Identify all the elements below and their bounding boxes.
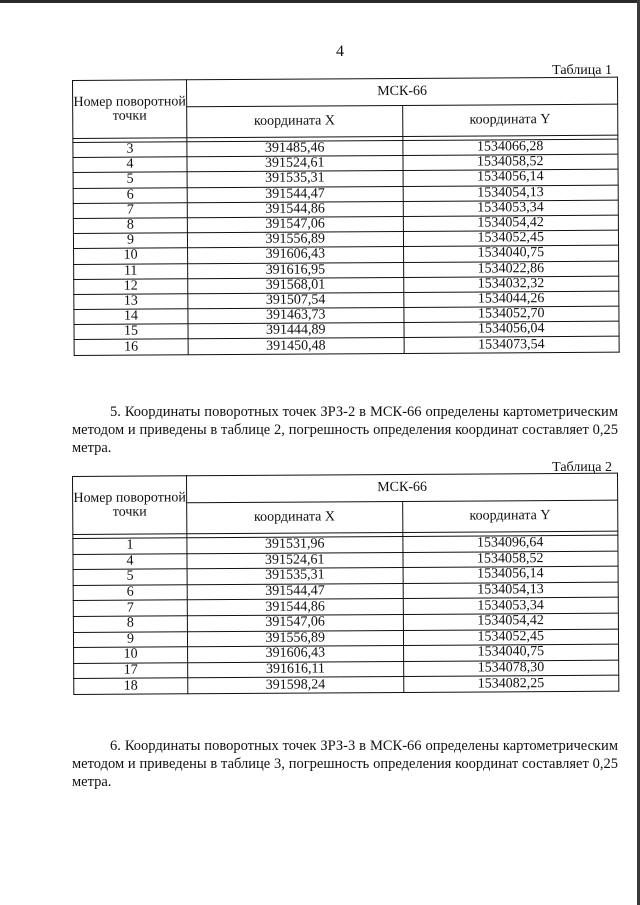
coord-x-cell: 391556,89 [187,630,403,647]
coord-x-cell: 391556,89 [187,232,403,249]
point-number-cell: 1 [73,538,187,554]
table2-header-system: МСК-66 [187,473,618,503]
page-number: 4 [336,43,344,60]
table2-header-x: координата X [187,501,403,533]
coord-x-cell: 391463,73 [188,308,404,325]
coord-y-cell: 1534066,28 [402,139,618,156]
table1-body [73,135,619,355]
point-number-cell: 14 [74,309,188,325]
coord-y-cell: 1534056,14 [403,170,619,187]
coord-y-cell: 1534053,34 [403,200,619,217]
table1-header-num: Номер поворотной точки [73,80,187,139]
table1-header-x: координата X [187,105,403,137]
coord-x-cell: 391450,48 [188,338,404,355]
point-number-cell: 11 [74,263,188,279]
point-number-cell: 7 [73,600,187,616]
table1-caption: Таблица 1 [552,63,612,78]
table2 [72,473,619,695]
point-number-cell: 7 [73,203,187,219]
coord-x-cell: 391568,01 [188,277,404,294]
table1-header-y: координата Y [402,104,618,136]
point-number-cell: 13 [74,294,188,310]
point-number-cell: 10 [74,647,188,663]
coord-y-cell: 1534053,34 [403,598,619,615]
coord-x-cell: 391547,06 [187,614,403,631]
coord-y-cell: 1534078,30 [403,660,619,677]
point-number-cell: 18 [74,678,188,694]
coord-x-cell: 391544,47 [187,186,403,203]
table2-header-num: Номер поворотной точки [73,476,187,535]
table2-caption: Таблица 2 [552,460,612,475]
table2-body [73,531,619,694]
point-number-cell: 3 [73,142,187,158]
coord-x-cell: 391616,11 [188,661,404,678]
point-number-cell: 15 [74,324,188,340]
coord-y-cell: 1534058,52 [402,154,618,171]
coord-x-cell: 391544,47 [187,583,403,600]
point-number-cell: 4 [73,553,187,569]
coord-y-cell: 1534054,13 [403,185,619,202]
point-number-cell: 16 [74,339,188,355]
point-number-cell: 17 [74,663,188,679]
coord-y-cell: 1534054,42 [403,613,619,630]
coord-x-cell: 391544,86 [187,599,403,616]
coord-y-cell: 1534056,04 [403,321,619,338]
coord-y-cell: 1534044,26 [403,291,619,308]
coord-y-cell: 1534073,54 [404,337,620,354]
coord-x-cell: 391485,46 [187,140,403,157]
paragraph-5 [72,403,618,457]
point-number-cell: 8 [73,218,187,234]
coord-x-cell: 391616,95 [188,262,404,279]
coord-y-cell: 1534054,42 [403,215,619,232]
table-row [74,676,619,695]
coord-x-cell: 391547,06 [187,216,403,233]
coord-y-cell: 1534058,52 [402,551,618,568]
coord-y-cell: 1534032,32 [403,276,619,293]
coord-y-cell: 1534056,14 [403,566,619,583]
point-number-cell: 5 [73,569,187,585]
coord-y-cell: 1534040,75 [403,644,619,661]
point-number-cell: 10 [74,248,188,264]
point-number-cell: 9 [73,631,187,647]
coord-x-cell: 391444,89 [188,323,404,340]
coord-y-cell: 1534052,70 [403,306,619,323]
table1 [72,77,620,356]
point-number-cell: 5 [73,172,187,188]
coord-x-cell: 391524,61 [187,156,403,173]
scan-edge-top [0,0,640,3]
coord-x-cell: 391598,24 [188,677,404,694]
point-number-cell: 4 [73,157,187,173]
coord-x-cell: 391531,96 [187,536,403,553]
coord-y-cell: 1534022,86 [403,261,619,278]
point-number-cell: 12 [74,278,188,294]
coord-y-cell: 1534082,25 [403,676,619,693]
coord-x-cell: 391524,61 [187,552,403,569]
paragraph-5-text: 5. Координаты поворотных точек ЗРЗ-2 в МСК-66 определены картометрическим методом и приведены в таблице 2, погрешность определения координат составляет 0,25 метра. [72,404,618,456]
point-number-cell: 6 [73,187,187,203]
table2-header-y: координата Y [402,500,618,532]
point-number-cell: 8 [73,616,187,632]
coord-x-cell: 391606,43 [188,247,404,264]
point-number-cell: 6 [73,585,187,601]
coord-x-cell: 391535,31 [187,568,403,585]
table1-header-system: МСК-66 [187,77,618,107]
paragraph-6 [72,737,618,791]
paragraph-6-text: 6. Координаты поворотных точек ЗРЗ-3 в МСК-66 определены картометрическим методом и приведены в таблице 3, погрешность определения координат составляет 0,25 метра. [72,738,618,790]
coord-y-cell: 1534054,13 [403,582,619,599]
table-row [74,337,619,356]
coord-y-cell: 1534052,45 [403,230,619,247]
coord-y-cell: 1534040,75 [403,245,619,262]
coord-x-cell: 391507,54 [188,292,404,309]
coord-y-cell: 1534096,64 [402,535,618,552]
coord-x-cell: 391544,86 [187,201,403,218]
coord-y-cell: 1534052,45 [403,629,619,646]
coord-x-cell: 391535,31 [187,171,403,188]
coord-x-cell: 391606,43 [188,646,404,663]
point-number-cell: 9 [73,233,187,249]
